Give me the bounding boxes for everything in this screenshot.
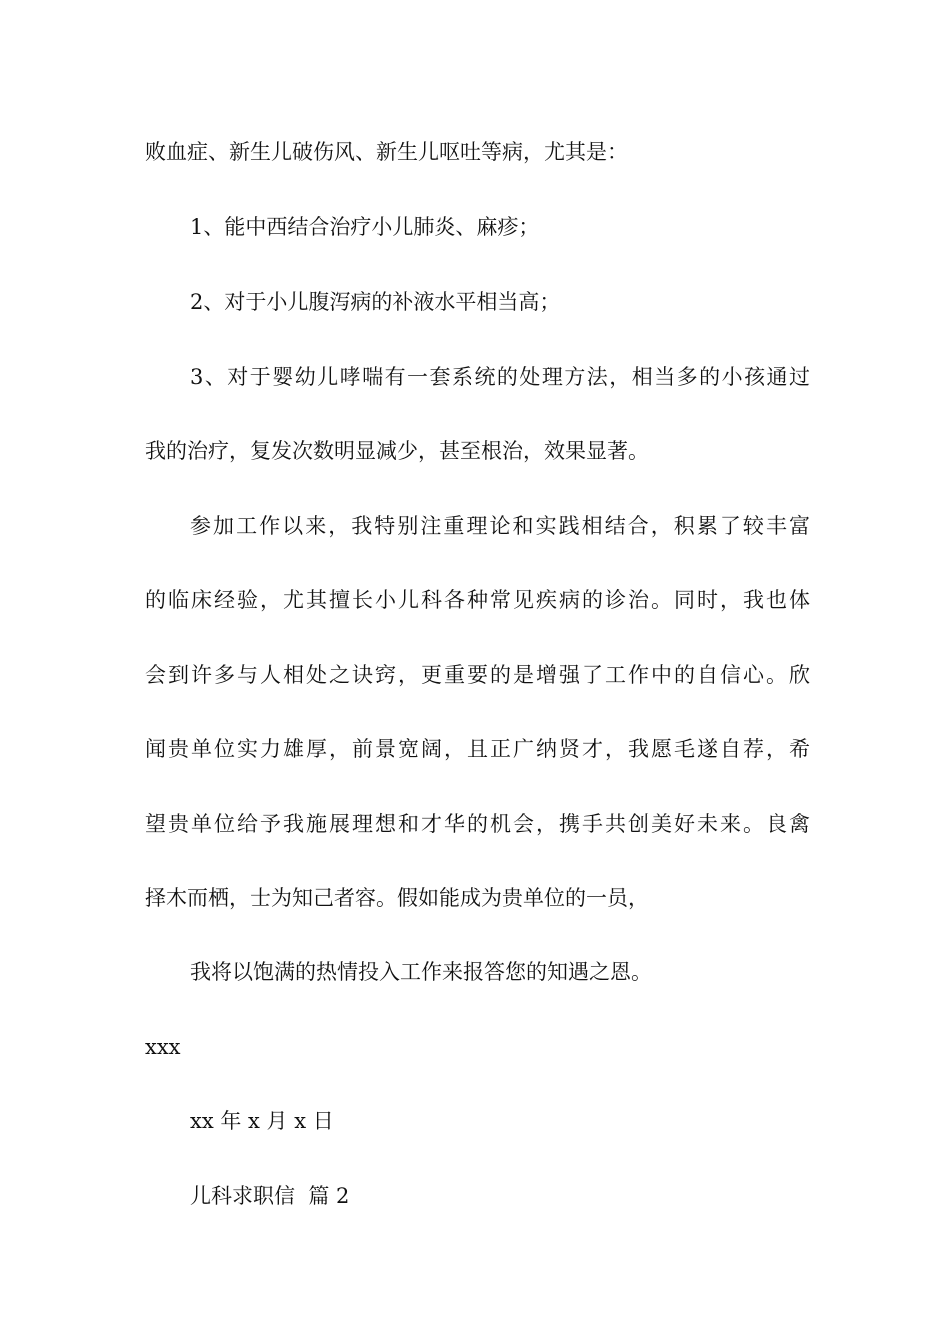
section-heading: 儿科求职信 篇 2: [190, 1184, 350, 1208]
paragraph-line: 择木而栖，士为知己者容。假如能成为贵单位的一员，: [145, 886, 649, 910]
date: xx 年 x 月 x 日: [190, 1109, 334, 1133]
paragraph-line: 望贵单位给予我施展理想和才华的机会，携手共创美好未来。良禽: [145, 812, 810, 836]
signature: xxx: [145, 1035, 181, 1059]
paragraph-line: 我的治疗，复发次数明显减少，甚至根治，效果显著。: [145, 439, 649, 463]
paragraph-line: 败血症、新生儿破伤风、新生儿呕吐等病，尤其是：: [145, 140, 628, 164]
paragraph-line: 参加工作以来，我特别注重理论和实践相结合，积累了较丰富: [190, 514, 810, 538]
list-item-2: 2、对于小儿腹泻病的补液水平相当高；: [190, 290, 561, 314]
paragraph-line: 闻贵单位实力雄厚，前景宽阔，且正广纳贤才，我愿毛遂自荐，希: [145, 737, 810, 761]
paragraph-line: 我将以饱满的热情投入工作来报答您的知遇之恩。: [190, 960, 652, 984]
paragraph-line: 的临床经验，尤其擅长小儿科各种常见疾病的诊治。同时，我也体: [145, 588, 810, 612]
paragraph-line: 会到许多与人相处之诀窍，更重要的是增强了工作中的自信心。欣: [145, 663, 810, 687]
list-item-3: 3、对于婴幼儿哮喘有一套系统的处理方法，相当多的小孩通过: [190, 365, 810, 389]
list-item-1: 1、能中西结合治疗小儿肺炎、麻疹；: [190, 215, 540, 239]
